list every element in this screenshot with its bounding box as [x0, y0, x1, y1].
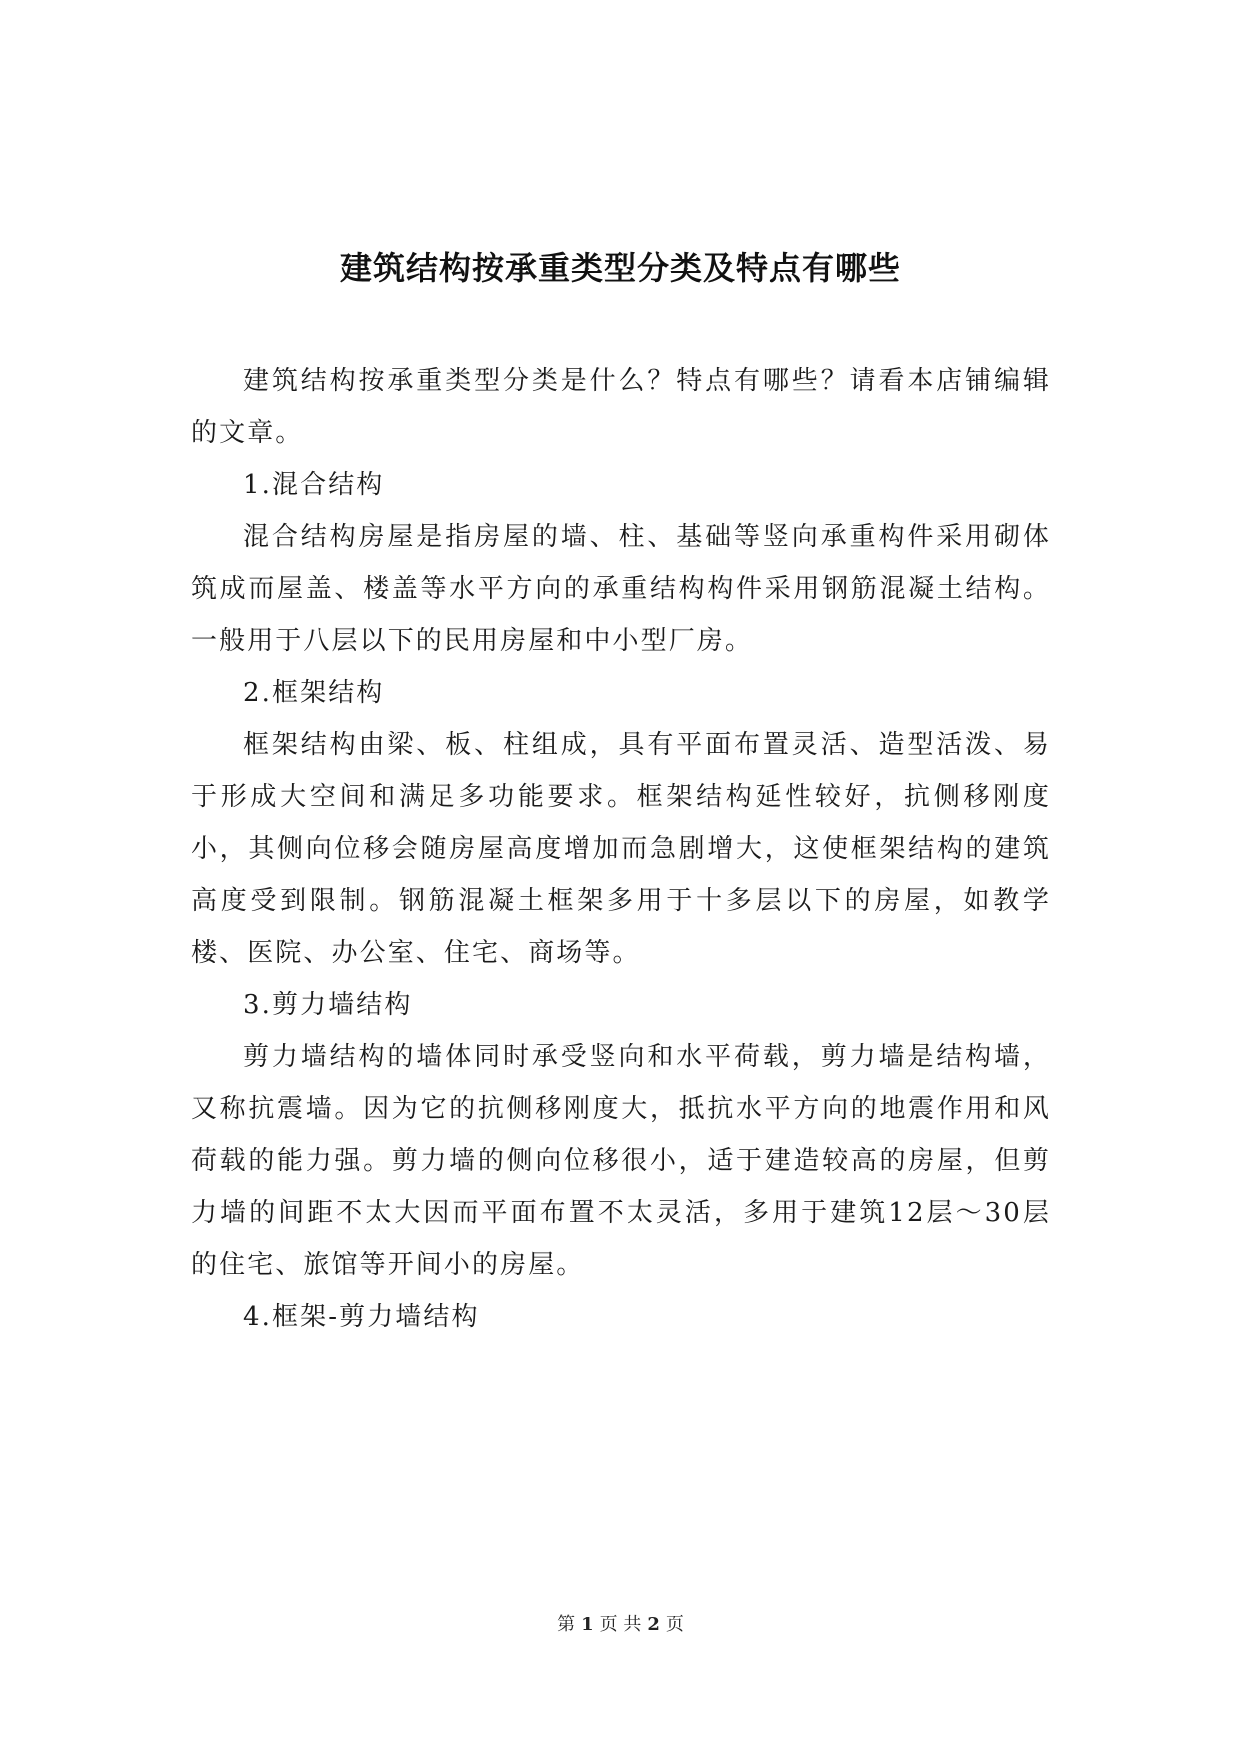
footer-total-pages: 2 — [647, 1614, 660, 1635]
page-footer — [0, 1610, 1241, 1640]
section-heading-frame-shear-wall-structure: 4.框架-剪力墙结构 — [243, 1302, 480, 1332]
section-heading-mixed-structure: 1.混合结构 — [243, 470, 385, 500]
footer-middle: 页 共 — [599, 1614, 642, 1635]
document-title: 建筑结构按承重类型分类及特点有哪些 — [339, 249, 901, 288]
frame-structure-paragraph: 框架结构由梁、板、柱组成，具有平面布置灵活、造型活泼、易于形成大空间和满足多功能要求。框架结构延性较好，抗侧移刚度小，其侧向位移会随房屋高度增加而急剧增大，这使框架结构的建筑高度受到限制。钢筋混凝土框架多用于十多层以下的房屋，如教学楼、医院、办公室、住宅、商场等。 — [191, 730, 1051, 968]
mixed-structure-paragraph: 混合结构房屋是指房屋的墙、柱、基础等竖向承重构件采用砌体筑成而屋盖、楼盖等水平方向的承重结构构件采用钢筋混凝土结构。一般用于八层以下的民用房屋和中小型厂房。 — [191, 522, 1051, 656]
footer-current-page: 1 — [581, 1614, 594, 1635]
shear-wall-structure-paragraph: 剪力墙结构的墙体同时承受竖向和水平荷载，剪力墙是结构墙，又称抗震墙。因为它的抗侧移刚度大，抵抗水平方向的地震作用和风荷载的能力强。剪力墙的侧向位移很小，适于建造较高的房屋，但剪力墙的间距不太大因而平面布置不太灵活，多用于建筑12层～30层的住宅、旅馆等开间小的房屋。 — [191, 1042, 1051, 1280]
section-heading-frame-structure: 2.框架结构 — [243, 678, 385, 708]
footer-suffix: 页 — [665, 1614, 684, 1635]
document-body — [191, 355, 1051, 1343]
footer-prefix: 第 — [557, 1614, 576, 1635]
intro-paragraph: 建筑结构按承重类型分类是什么？特点有哪些？请看本店铺编辑的文章。 — [191, 366, 1051, 448]
section-heading-shear-wall-structure: 3.剪力墙结构 — [243, 990, 413, 1020]
